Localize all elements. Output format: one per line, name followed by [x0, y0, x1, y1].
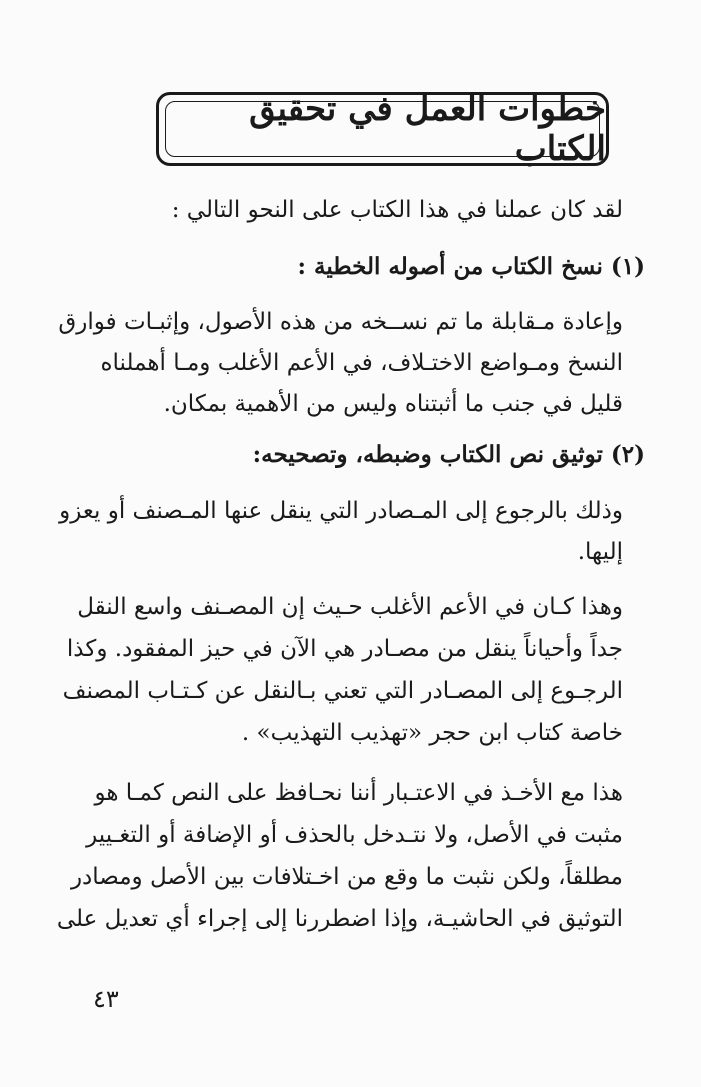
paragraph-line: وهذا كـان في الأعم الأغلب حـيث إن المصـنف واسع النقل — [77, 594, 623, 620]
paragraph-line: مطلقاً، ولكن نثبت ما وقع من اخـتلافات بين الأصل ومصادر — [70, 864, 623, 890]
paragraph-line: وذلك بالرجوع إلى المـصادر التي ينقل عنها المـصنف أو يعزو — [59, 498, 623, 524]
page-number: ٤٣ — [93, 985, 119, 1013]
paragraph-line: قليل في جنب ما أثبتناه وليس من الأهمية بمكان. — [163, 391, 623, 417]
section-2-heading: (٢) توثيق نص الكتاب وضبطه، وتصحيحه: — [252, 441, 645, 468]
paragraph-line: هذا مع الأخـذ في الاعتـبار أننا نحـافظ على النص كمـا هو — [94, 780, 623, 806]
section-1-heading: (١) نسخ الكتاب من أصوله الخطية : — [297, 253, 645, 280]
chapter-title: خطوات العمل في تحقيق الكتاب — [249, 89, 606, 169]
paragraph-line: خاصة كتاب ابن حجر «تهذيب التهذيب» . — [241, 720, 623, 746]
paragraph-line: وإعادة مـقابلة ما تم نســخه من هذه الأصول، وإثبـات فوارق — [58, 309, 623, 335]
paragraph-line: إليها. — [577, 539, 623, 565]
paragraph-line: النسخ ومـواضع الاختـلاف، في الأعم الأغلب ومـا أهملناه — [100, 350, 623, 376]
paragraph-line: مثبت في الأصل، ولا نتـدخل بالحذف أو الإضافة أو التغـيير — [86, 822, 623, 848]
paragraph-line: التوثيق في الحاشيـة، وإذا اضطررنا إلى إجراء أي تعديل على — [56, 906, 623, 932]
intro-line: لقد كان عملنا في هذا الكتاب على النحو التالي : — [171, 197, 623, 223]
paragraph-line: الرجـوع إلى المصـادر التي تعني بـالنقل عن كـتـاب المصنف — [62, 678, 623, 704]
paragraph-line: جداً وأحياناً ينقل من مصـادر هي الآن في حيز المفقود. وكذا — [66, 636, 623, 662]
chapter-title-frame — [156, 89, 609, 169]
